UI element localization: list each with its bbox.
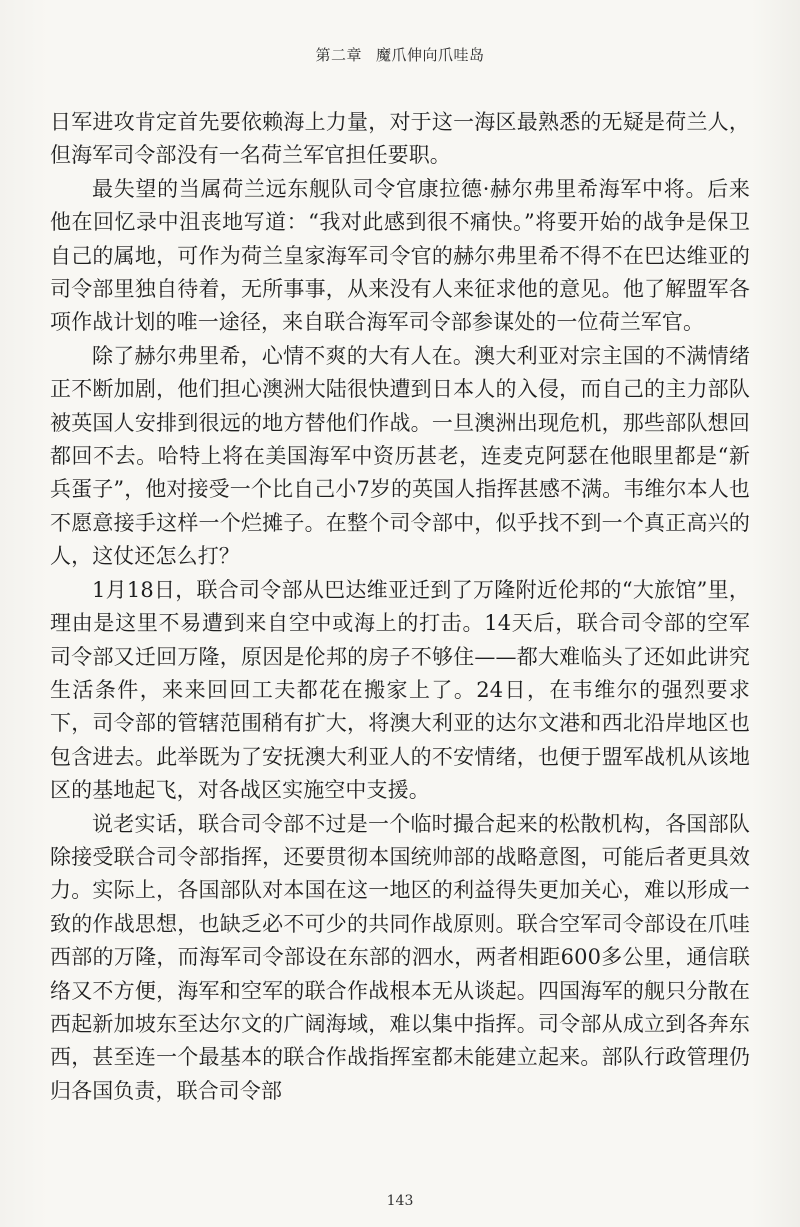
paragraph-3: 除了赫尔弗里希，心情不爽的大有人在。澳大利亚对宗主国的不满情绪正不断加剧，他们担心澳洲大陆很快遭到日本人的入侵，而自己的主力部队被英国人安排到很远的地方替他们作战。一旦澳洲出现危机，那些部队想回都回不去。哈特上将在美国海军中资历甚老，连麦克阿瑟在他眼里都是“新兵蛋子”，他对接受一个比自己小7岁的英国人指挥甚感不满。韦维尔本人也不愿意接手这样一个烂摊子。在整个司令部中，似乎找不到一个真正高兴的人，这仗还怎么打？ — [50, 343, 750, 569]
paragraph-5: 说老实话，联合司令部不过是一个临时撮合起来的松散机构，各国部队除接受联合司令部指挥，还要贯彻本国统帅部的战略意图，可能后者更具效力。实际上，各国部队对本国在这一地区的利益得失更加关心，难以形成一致的作战思想，也缺乏必不可少的共同作战原则。联合空军司令部设在爪哇西部的万隆，而海军司令部设在东部的泗水，两者相距600多公里，通信联络又不方便，海军和空军的联合作战根本无从谈起。四国海军的舰只分散在西起新加坡东至达尔文的广阔海域，难以集中指挥。司令部从成立到各奔东西，甚至连一个最基本的联合作战指挥室都未能建立起来。部队行政管理仍归各国负责，联合司令部 — [50, 811, 750, 1103]
body-text — [50, 106, 750, 1108]
chapter-title: 魔爪伸向爪哇岛 — [376, 46, 485, 64]
chapter-label: 第二章 — [315, 46, 362, 64]
paragraph-2: 最失望的当属荷兰远东舰队司令官康拉德·赫尔弗里希海军中将。后来他在回忆录中沮丧地写道：“我对此感到很不痛快。”将要开始的战争是保卫自己的属地，可作为荷兰皇家海军司令官的赫尔弗里希不得不在巴达维亚的司令部里独自待着，无所事事，从来没有人来征求他的意见。他了解盟军各项作战计划的唯一途径，来自联合海军司令部参谋处的一位荷兰军官。 — [50, 176, 750, 335]
running-head — [0, 44, 800, 65]
page-number: 143 — [386, 1193, 414, 1209]
paragraph-1: 日军进攻肯定首先要依赖海上力量，对于这一海区最熟悉的无疑是荷兰人，但海军司令部没有一名荷兰军官担任要职。 — [50, 110, 750, 168]
paragraph-4: 1月18日，联合司令部从巴达维亚迁到了万隆附近伦邦的“大旅馆”里，理由是这里不易遭到来自空中或海上的打击。14天后，联合司令部的空军司令部又迁回万隆，原因是伦邦的房子不够住——都大难临头了还如此讲究生活条件，来来回回工夫都花在搬家上了。24日，在韦维尔的强烈要求下，司令部的管辖范围稍有扩大，将澳大利亚的达尔文港和西北沿岸地区也包含进去。此举既为了安抚澳大利亚人的不安情绪，也便于盟军战机从该地区的基地起飞，对各战区实施空中支援。 — [50, 577, 750, 803]
